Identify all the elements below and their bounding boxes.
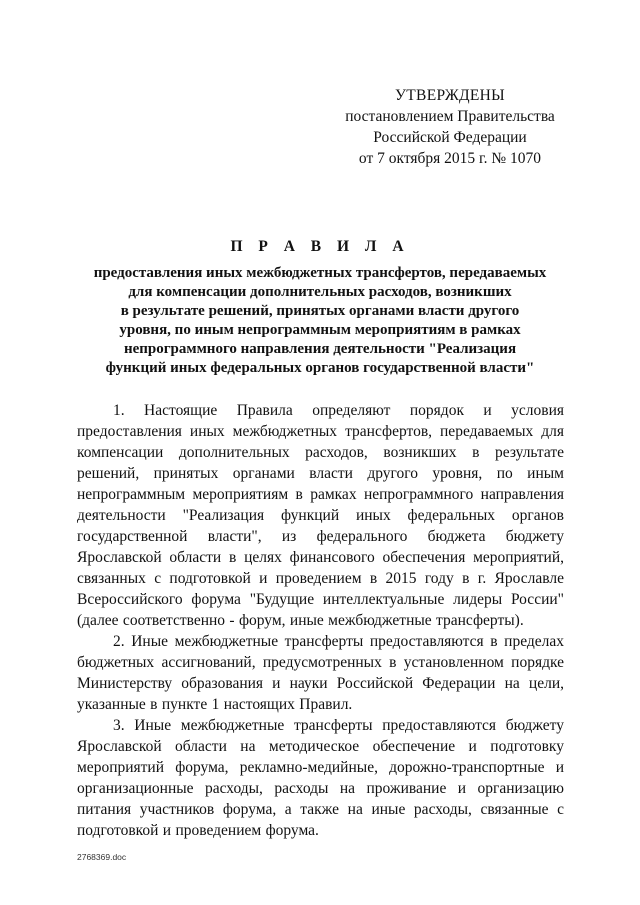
title-line: для компенсации дополнительных расходов, возникших bbox=[128, 284, 512, 300]
approval-block bbox=[330, 85, 570, 169]
document-file-id: 2768369.doc bbox=[77, 852, 127, 862]
document-body bbox=[77, 400, 564, 841]
paragraph-3: 3. Иные межбюджетные трансферты предоставляются бюджету Ярославской области на методическое обеспечение и подготовку мероприятий форума, рекламно-медийные, дорожно-транспортные и организационные расходы, расходы на проживание и организацию питания участников форума, а также на иные расходы, связанные с подготовкой и проведением форума. bbox=[77, 717, 564, 839]
title-line: непрограммного направления деятельности "Реализация bbox=[123, 341, 517, 357]
title-line: предоставления иных межбюджетных трансфертов, передаваемых bbox=[93, 265, 547, 281]
approval-government-line: Российской Федерации bbox=[373, 129, 527, 146]
rules-title-block bbox=[60, 237, 580, 378]
title-line: функций иных федеральных органов государственной власти" bbox=[105, 360, 535, 376]
approval-decree-line: постановлением Правительства bbox=[345, 108, 555, 125]
rules-heading: П Р А В И Л А bbox=[230, 238, 410, 255]
approval-title: УТВЕРЖДЕНЫ bbox=[395, 87, 505, 104]
paragraph-1: 1. Настоящие Правила определяют порядок и условия предоставления иных межбюджетных трансфертов, передаваемых для компенсации дополнительных расходов, возникших в результате решений, принятых органами власти другого уровня, по иным непрограммным мероприятиям в рамках непрограммного направления деятельности "Реализация функций иных федеральных органов государственной власти", из федерального бюджета бюджету Ярославской области в целях финансового обеспечения мероприятий, связанных с подготовкой и проведением в 2015 году в г. Ярославле Всероссийского форума "Будущие интеллектуальные лидеры России" (далее соответственно - форум, иные межбюджетные трансферты). bbox=[77, 402, 564, 629]
approval-date-line: от 7 октября 2015 г. № 1070 bbox=[358, 150, 542, 167]
title-line: в результате решений, принятых органами власти другого bbox=[120, 303, 520, 319]
title-line: уровня, по иным непрограммным мероприятиям в рамках bbox=[119, 322, 521, 338]
paragraph-2: 2. Иные межбюджетные трансферты предоставляются в пределах бюджетных ассигнований, предусмотренных в установленном порядке Министерству образования и науки Российской Федерации на цели, указанные в пункте 1 настоящих Правил. bbox=[77, 633, 564, 713]
